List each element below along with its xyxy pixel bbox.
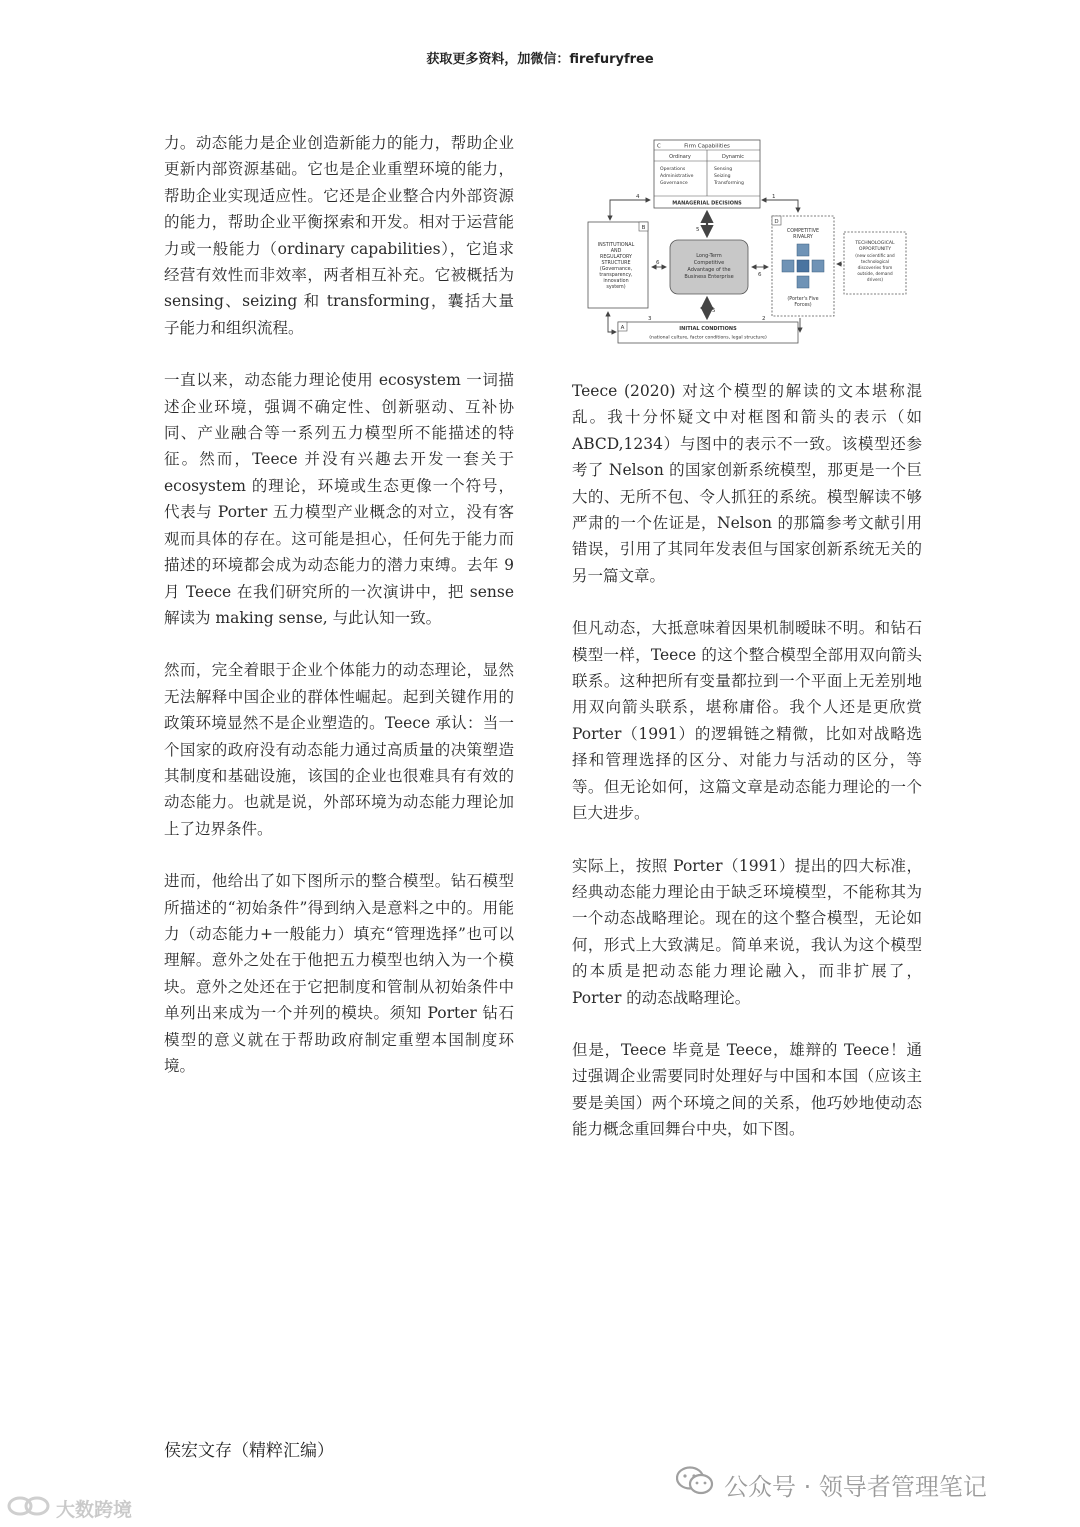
arrow-3 [608, 312, 616, 332]
collection-title: 侯宏文存（精粹汇编） [164, 1441, 334, 1461]
model-diagram [586, 136, 908, 346]
arrow-label-3: 3 [648, 316, 652, 322]
arrow-label-5a: 5 [696, 227, 700, 233]
box-c-dynamic-item: Transforming [714, 181, 744, 186]
box-c-ordinary-item: Governance [660, 181, 688, 186]
right-paragraph-4: 但是，Teece 毕竟是 Teece，雄辩的 Teece！通过强调企业需要同时处理好与中国和本国（应该主要是美国）两个环境之间的关系，他巧妙地使动态能力概念重回舞台中央，如下图。 [572, 1040, 922, 1139]
tech-line: (new scientific and [855, 253, 895, 258]
box-d-letter: D [774, 219, 779, 225]
center-line: Business Enterprise [684, 274, 734, 280]
right-paragraph-2: 但凡动态，大抵意味着因果机制暧昧不明。和钻石模型一样，Teece 的这个整合模型全部用双向箭头联系。这种把所有变量都拉到一个平面上无差别地用双向箭头联系，堪称庸俗。我个人还是更欣赏 Porter（1991）的逻辑链之精微，比如对战略选择和管理选择的区分、对能力与活动的区分，等等。但无论如何，这篇文章是动态能力理论的一个巨大进步。 [572, 619, 922, 823]
box-c-ordinary-item: Operations [660, 167, 686, 172]
box-c-ordinary-item: Administrative [660, 174, 694, 179]
tech-line: outside, demand [857, 271, 893, 276]
tech-line: OPPORTUNITY [858, 247, 892, 252]
box-d-bottom-line: Forces) [794, 303, 812, 308]
left-paragraph-4: 进而，他给出了如下图所示的整合模型。钻石模型所描述的“初始条件”得到纳入是意料之中的。用能力（动态能力+一般能力）填充“管理选择”也可以理解。意外之处在于他把五力模型也纳入为一个模块。意外之处还在于它把制度和管制从初始条件中单列出来成为一个并列的模块。须知 Porter 钻石模型的意义就在于帮助政府制定重塑本国制度环境。 [164, 872, 514, 1075]
right-paragraph-3: 实际上，按照 Porter（1991）提出的四大标准，经典动态能力理论由于缺乏环境模型，不能称其为一个动态战略理论。现在的这个整合模型，无论如何，形式上大致满足。简单来说，我认为这个模型的本质是把动态能力理论融入，而非扩展了，Porter 的动态战略理论。 [572, 856, 922, 1007]
box-technological-opportunity [844, 232, 906, 294]
box-c-footer: MANAGERIAL DECISIONS [672, 200, 742, 207]
brand-watermark-text: 大数跨境 [56, 1498, 133, 1521]
five-forces-square-center [797, 260, 809, 272]
left-paragraph-1: 力。动态能力是企业创造新能力的能力，帮助企业更新内部资源基础。它也是企业重塑环境的能力，帮助企业实现适应性。它还是企业整合内外部资源的能力，帮助企业平衡探索和开发。相对于运营能力或一般能力（ordinary capabilities），它追求经营有效性而非效率，两者相互补充。它被概括为 sensing、seizing 和 transforming，囊括大量子能力和组织流程。 [164, 134, 514, 337]
box-b-line: transparency, [599, 273, 633, 278]
box-c-ordinary-head: Ordinary [669, 154, 691, 160]
five-forces-square-left [782, 260, 794, 272]
box-b-line: innovation [603, 279, 629, 284]
left-paragraph-3: 然而，完全着眼于企业个体能力的动态理论，显然无法解释中国企业的群体性崛起。起到关键作用的政策环境显然不是企业塑造的。Teece 承认：当一个国家的政府没有动态能力通过高质量的决策塑造其制度和基础设施，该国的企业也很难具有有效的动态能力。也就是说，外部环境为动态能力理论加上了边界条件。 [164, 661, 514, 838]
box-a-subtitle: (national culture, factor conditions, legal structure) [649, 335, 767, 341]
center-line: Advantage of the [687, 267, 731, 273]
box-b-letter: B [641, 225, 646, 231]
box-a-title: INITIAL CONDITIONS [679, 326, 737, 332]
left-column [164, 130, 514, 1105]
box-c-dynamic-head: Dynamic [721, 154, 745, 160]
arrow-4 [610, 200, 650, 220]
tech-line: discoveries from [857, 265, 893, 270]
arrow-label-6b: 6 [758, 272, 762, 278]
tech-line: TECHNOLOGICAL [855, 241, 895, 246]
brand-watermark [6, 1494, 132, 1522]
tech-line: technological [861, 259, 889, 264]
box-b-line: AND [610, 249, 622, 254]
arrow-label-1: 1 [772, 194, 776, 200]
wechat-account-text: 公众号 · 领导者管理笔记 [724, 1472, 987, 1501]
wechat-icon [676, 1466, 714, 1502]
box-b-line: STRUCTURE [601, 261, 631, 266]
arrow-label-2: 2 [762, 316, 766, 322]
wechat-account-watermark [676, 1466, 987, 1502]
box-d-competitive-rivalry [772, 216, 834, 316]
arrow-1 [762, 200, 798, 212]
arrow-label-4: 4 [636, 194, 640, 200]
page-header: 获取更多资料，加微信：firefuryfree [426, 52, 654, 67]
box-c-dynamic-item: Sensing [714, 167, 733, 172]
box-b-line: (Governance, [599, 267, 633, 272]
arrow-label-6a: 6 [656, 260, 660, 266]
arrow-label-5b: 5 [712, 308, 716, 314]
right-paragraph-1: Teece (2020) 对这个模型的解读的文本堪称混乱。我十分怀疑文中对框图和箭头的表示（如 ABCD,1234）与图中的表示不一致。该模型还参考了 Nelson 的国家创新系统模型，那更是一个巨大的、无所不包、令人抓狂的系统。模型解读不够严肃的一个佐证是，Nelson 的那篇参考文献引用错误，引用了其同年发表但与国家创新系统无关的另一篇文章。 [572, 382, 922, 585]
box-d-top-line: COMPETITIVE [786, 229, 820, 234]
box-c-dynamic-item: Seizing [714, 174, 731, 179]
box-b-institutional [588, 222, 648, 308]
box-b-line: REGULATORY [600, 255, 632, 260]
center-competitive-advantage [670, 240, 748, 294]
box-c-firm-capabilities [654, 140, 760, 208]
link-logo-icon [6, 1494, 52, 1523]
five-forces-square-bottom [797, 276, 809, 288]
center-line: Long-Term [696, 253, 722, 259]
box-a-letter: A [620, 325, 625, 331]
tech-line: drivers) [866, 277, 884, 282]
right-column [572, 378, 922, 1169]
five-forces-square-right [812, 260, 824, 272]
box-d-bottom-line: (Porter's Five [787, 297, 819, 302]
center-line: Competitive [693, 260, 725, 266]
box-a-initial-conditions [618, 322, 798, 343]
five-forces-square-top [797, 244, 809, 256]
box-c-title: Firm Capabilities [684, 143, 730, 150]
box-c-letter: C [657, 143, 661, 150]
box-d-top-line: RIVALRY [793, 235, 813, 240]
left-paragraph-2: 一直以来，动态能力理论使用 ecosystem 一词描述企业环境，强调不确定性、创新驱动、互补协同、产业融合等一系列五力模型所不能描述的特征。然而，Teece 并没有兴趣去开发一套关于 ecosystem 的理论，环境或生态更像一个符号，代表与 Porter 五力模型产业概念的对立，没有客观而具体的存在。这可能是担心，任何先于能力而描述的环境都会成为动态能力的潜力束缚。去年 9 月 Teece 在我们研究所的一次演讲中，把 sense 解读为 making sense, 与此认知一致。 [164, 371, 514, 627]
integrated-model-figure [586, 136, 908, 346]
box-b-line: INSTITUTIONAL [597, 243, 635, 248]
box-b-line: system) [606, 285, 626, 290]
